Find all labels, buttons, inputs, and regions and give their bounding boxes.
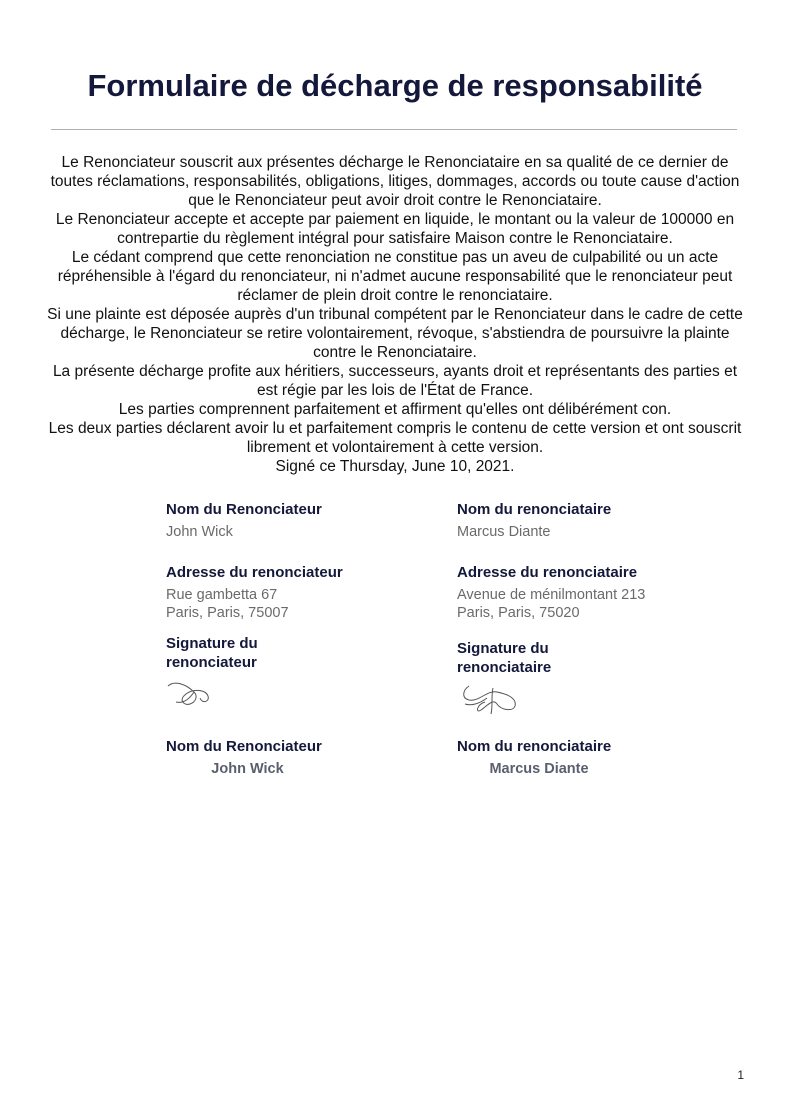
paragraph: Les deux parties déclarent avoir lu et parfaitement compris le contenu de cette version et ont souscrit librement et volontairement à cette version. bbox=[48, 420, 742, 456]
releasee-address-block bbox=[457, 563, 645, 622]
releasee-address-line1: Avenue de ménilmontant 213 bbox=[457, 587, 646, 603]
releasee-address-label: Adresse du renonciataire bbox=[457, 564, 638, 581]
paragraph: Si une plainte est déposée auprès d'un tribunal compétent par le Renonciateur dans le cadre de cette décharge, le Renonciateur se retire volontairement, révoque, s'abstiendra de poursuivre la plainte contre le Renonciataire. bbox=[47, 306, 743, 361]
releasor-footer-block bbox=[166, 737, 329, 778]
releasee-signature-label: Signature du renonciataire bbox=[457, 640, 552, 676]
title-divider bbox=[51, 129, 737, 130]
releasor-address-block bbox=[166, 563, 343, 622]
releasor-footer-name-label: Nom du Renonciateur bbox=[166, 738, 322, 755]
releasor-address-label: Adresse du renonciateur bbox=[166, 564, 343, 581]
releasor-signature-label: Signature du renonciateur bbox=[166, 635, 258, 671]
releasee-name: Marcus Diante bbox=[457, 524, 551, 540]
releasor-address-line2: Paris, Paris, 75007 bbox=[166, 605, 289, 621]
paragraph: Le Renonciateur souscrit aux présentes décharge le Renonciataire en sa qualité de ce dernier de toutes réclamations, responsabilités, obligations, litiges, dommages, accords ou toute cause d'action que le Renonciateur peut avoir droit contre le Renonciataire. bbox=[50, 154, 740, 209]
releasor-signature-block bbox=[166, 634, 296, 672]
releasee-signature-image bbox=[457, 680, 523, 716]
document-title: Formulaire de décharge de responsabilité bbox=[87, 68, 703, 103]
paragraph: Le cédant comprend que cette renonciation ne constitue pas un aveu de culpabilité ou un acte répréhensible à l'égard du renonciateur, ni n'admet aucune responsabilité que le renonciateur peut réclamer de plein droit contre le renonciataire. bbox=[57, 249, 733, 304]
page-number: 1 bbox=[737, 1068, 744, 1082]
releasee-footer-block bbox=[457, 737, 621, 778]
releasee-address-line2: Paris, Paris, 75020 bbox=[457, 605, 580, 621]
releasor-name: John Wick bbox=[166, 524, 233, 540]
paragraph: Les parties comprennent parfaitement et affirment qu'elles ont délibérément con. bbox=[118, 401, 672, 418]
document-body bbox=[46, 153, 744, 476]
releasor-signature-image bbox=[166, 678, 216, 712]
releasor-name-block bbox=[166, 500, 322, 541]
releasee-name-block bbox=[457, 500, 611, 541]
releasor-footer-name: John Wick bbox=[211, 761, 284, 777]
releasee-name-label: Nom du renonciataire bbox=[457, 501, 612, 518]
releasor-address-line1: Rue gambetta 67 bbox=[166, 587, 278, 603]
releasee-footer-name-label: Nom du renonciataire bbox=[457, 738, 612, 755]
releasee-signature-block bbox=[457, 639, 587, 677]
signed-date: Signé ce Thursday, June 10, 2021. bbox=[275, 458, 515, 475]
releasee-footer-name: Marcus Diante bbox=[489, 761, 589, 777]
paragraph: Le Renonciateur accepte et accepte par paiement en liquide, le montant ou la valeur de 100000 en contrepartie du règlement intégral pour satisfaire Maison contre le Renonciataire. bbox=[55, 211, 735, 247]
releasor-name-label: Nom du Renonciateur bbox=[166, 501, 322, 518]
paragraph: La présente décharge profite aux héritiers, successeurs, ayants droit et représentants des parties et est régie par les lois de l'État de France. bbox=[52, 363, 738, 399]
